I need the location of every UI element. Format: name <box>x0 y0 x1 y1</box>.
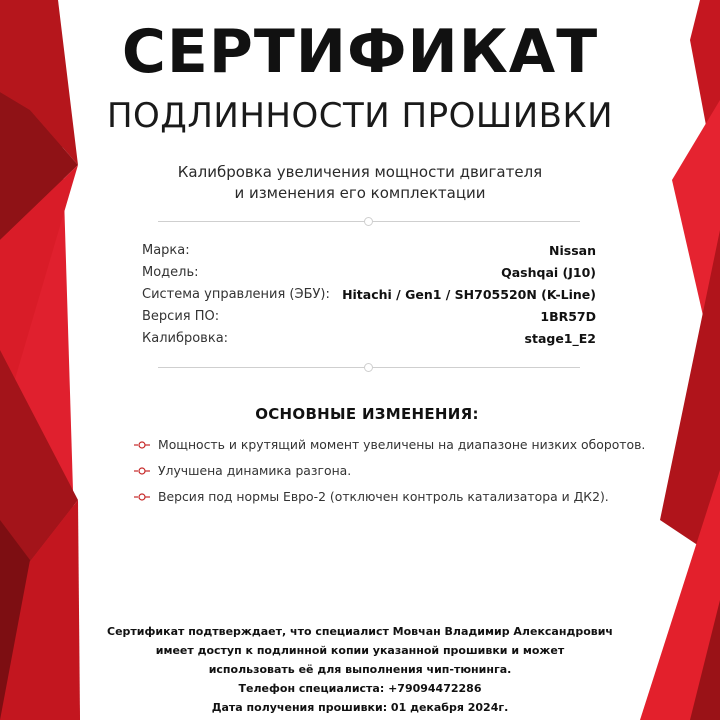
certificate-subtitle: ПОДЛИННОСТИ ПРОШИВКИ <box>106 96 614 136</box>
calibration-description <box>0 162 720 204</box>
spec-value: stage1_E2 <box>524 331 596 346</box>
changes-list <box>134 432 654 510</box>
bullet-circle-icon <box>134 493 150 501</box>
change-text: Улучшена динамика разгона. <box>158 463 352 478</box>
vehicle-specs <box>142 240 596 350</box>
certificate-title: СЕРТИФИКАТ <box>121 17 599 87</box>
specialist-phone: Телефон специалиста: +79094472286 <box>238 682 482 695</box>
spec-label: Марка: <box>142 243 190 258</box>
spec-value: Nissan <box>549 243 596 258</box>
description-line-1: Калибровка увеличения мощности двигателя <box>177 163 543 181</box>
footer-line-3: использовать её для выполнения чип-тюнинга. <box>208 663 512 676</box>
description-line-2: и изменения его комплектации <box>234 184 486 202</box>
bullet-circle-icon <box>134 441 150 449</box>
spec-value: Qashqai (J10) <box>501 265 596 280</box>
bullet-circle-icon <box>134 467 150 475</box>
changes-heading: ОСНОВНЫЕ ИЗМЕНЕНИЯ: <box>255 405 479 423</box>
spec-label: Версия ПО: <box>142 309 220 324</box>
list-item <box>134 458 654 484</box>
spec-row-brand <box>142 240 596 262</box>
spec-label: Модель: <box>142 265 199 280</box>
divider-top <box>158 221 580 222</box>
list-item <box>134 432 654 458</box>
spec-row-model <box>142 262 596 284</box>
certificate-footer <box>0 622 720 717</box>
change-text: Версия под нормы Евро-2 (отключен контроль катализатора и ДК2). <box>158 489 609 504</box>
spec-label: Калибровка: <box>142 331 229 346</box>
divider-dot-icon <box>364 217 373 226</box>
firmware-date: Дата получения прошивки: 01 декабря 2024г. <box>211 701 509 714</box>
footer-line-2: имеет доступ к подлинной копии указанной прошивки и может <box>155 644 565 657</box>
divider-bottom <box>158 367 580 368</box>
spec-row-software-version <box>142 306 596 328</box>
divider-dot-icon <box>364 363 373 372</box>
footer-line-1: Сертификат подтверждает, что специалист Мовчан Владимир Александрович <box>107 625 613 638</box>
list-item <box>134 484 654 510</box>
spec-row-calibration <box>142 328 596 350</box>
change-text: Мощность и крутящий момент увеличены на диапазоне низких оборотов. <box>158 437 646 452</box>
spec-value: Hitachi / Gen1 / SH705520N (K-Line) <box>342 287 596 302</box>
spec-label: Система управления (ЭБУ): <box>142 287 330 302</box>
spec-row-ecu <box>142 284 596 306</box>
spec-value: 1BR57D <box>540 309 596 324</box>
